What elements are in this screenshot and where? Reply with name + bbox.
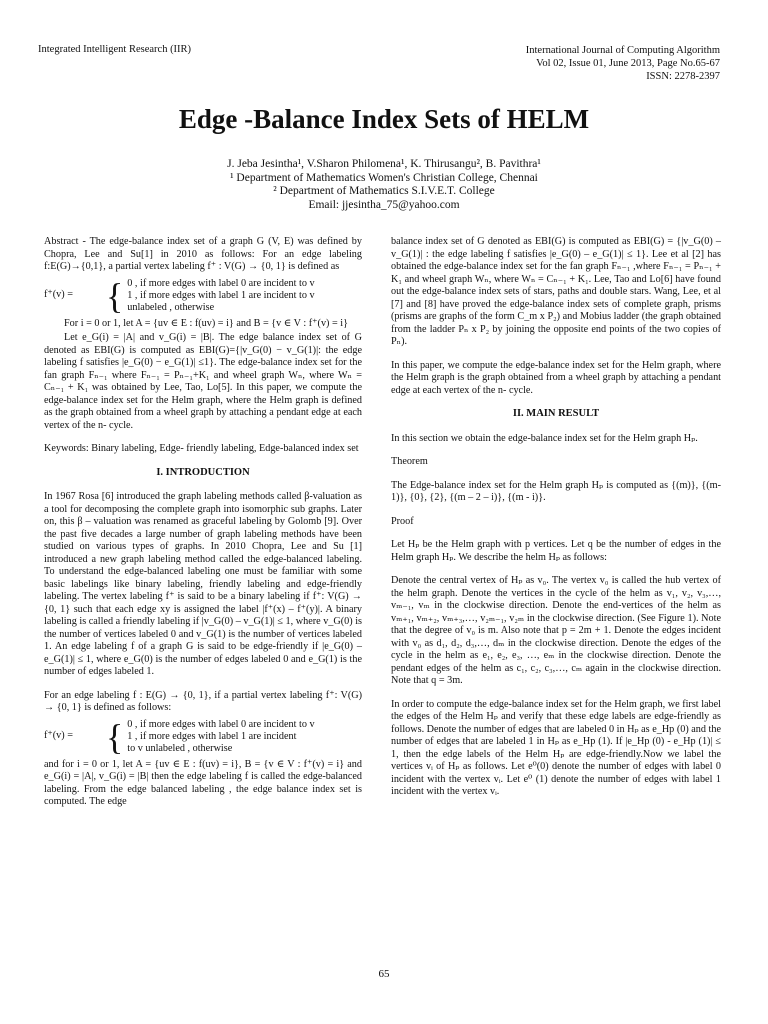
section-heading-introduction: I. INTRODUCTION <box>156 466 250 478</box>
paper-title: Edge -Balance Index Sets of HELM <box>178 104 590 134</box>
journal-info <box>526 44 720 83</box>
proof-p2: Denote the central vertex of Hₚ as v₀. The vertex v₀ is called the hub vertex of the helm graph. Denote the vertices in the cycle of the helm as v₁, v₂, v₃,…, vₘ₋₁, vₘ in the clockwise direction. Denote the end-vertices of the helm as vₘ₊₁, vₘ₊₂, vₘ₊₃,…, v₂ₘ₋₁, v₂ₘ in the clockwise direction. (See Figure 1). Note that the degree of v₀ is m. Also note that p = 2m + 1. Denote the edges incident with v₀ as d₁, d₂, d₃,…, dₘ in the clockwise direction. Denote the edges of the cycle in the helm as e₁, e₂, e₃, …, eₘ in the clockwise direction. Denote the pendant edges of the helm as c₁, c₂, c₃,…, cₘ again in the clockwise direction. Note that q = 3m. <box>391 575 721 686</box>
right-p3: In this section we obtain the edge-balance index set for the Helm graph Hₚ. <box>391 432 698 444</box>
brace-symbol: { <box>106 275 124 316</box>
right-column <box>391 236 721 810</box>
author-email: Email: jjesintha_75@yahoo.com <box>308 198 460 211</box>
journal-name: International Journal of Computing Algorithm <box>525 45 720 56</box>
right-p2: In this paper, we compute the edge-balance index set for the Helm graph, where the Helm graph is the graph obtained from a wheel graph by attaching a pendant edge at each vertex of the n- cycle. <box>391 359 721 396</box>
piecewise-definition-1 <box>44 275 362 316</box>
piecewise-definition-2 <box>44 716 362 757</box>
piece2-case1: 0 , if more edges with label 0 are incident to v <box>127 718 315 730</box>
piece2-lhs: f⁺(v) = <box>44 730 73 742</box>
theorem-statement: The Edge-balance index set for the Helm graph Hₚ is computed as {(m)}, {(m-1)}, {0}, {2}, {(m – 2 – i)}, {(m - i)}. <box>391 479 721 503</box>
piece1-lhs: f⁺(v) = <box>44 289 73 301</box>
intro-p3: and for i = 0 or 1, let A = {uv ∈ E : f(uv) = i}, B = {v ∈ V : f⁺(v) = i} and e_G(i) = |A|, v_G(i) = |B| then the edge labeling f is called the edge-balanced labeling. From the edge balanced labeling , the edge balance index set is computed. The edge <box>44 758 362 807</box>
affiliation-1: ¹ Department of Mathematics Women's Christian College, Chennai <box>230 171 538 184</box>
abstract-p1: Abstract - The edge-balance index set of a graph G (V, E) was defined by Chopra, Lee and Su[1] in 2010 as follows: For an edge labeling f:E(G)→{0,1}, a partial vertex labeling f⁺ : V(G) → {0, 1} is defined as <box>44 236 362 272</box>
piece1-cases <box>127 278 314 314</box>
author-names: J. Jeba Jesintha¹, V.Sharon Philomena¹, K. Thirusangu², B. Pavithra¹ <box>227 158 541 170</box>
piece1-case1: 0 , if more edges with label 0 are incident to v <box>127 277 315 289</box>
intro-p2: For an edge labeling f : E(G) → {0, 1}, if a partial vertex labeling f⁺: V(G) → {0, 1} is defined as follows: <box>44 689 362 713</box>
proof-label: Proof <box>391 515 414 527</box>
piece2-case2: 1 , if more edges with label 1 are incident <box>127 730 297 742</box>
piece1-case2: 1 , if more edges with label 1 are incident to v <box>127 289 315 301</box>
affiliation-2: ² Department of Mathematics S.I.V.E.T. College <box>273 185 495 197</box>
keywords: Keywords: Binary labeling, Edge- friendly labeling, Edge-balanced index set <box>44 443 359 454</box>
section-heading-main-result: II. MAIN RESULT <box>512 408 600 419</box>
proof-p1: Let Hₚ be the Helm graph with p vertices. Let q be the number of edges in the Helm graph Hₚ. We describe the helm Hₚ as follows: <box>391 539 721 563</box>
proof-p3: In order to compute the edge-balance index set for the Helm graph, we first label the edges of the Helm Hₚ and verify that these edge labels are edge-friendly as follows. Denote the number of edges that are labeled 0 in Hₚ as e_Hp (0) and the number of edges that are labeled 1 in Hₚ as e_Hp (1). If |e_Hp (0) - e_Hp (1)| ≤ 1, then the edge labels of the Helm Hₚ are edge-friendly.Now we label the vertices vᵢ of Hₚ as follows. Let e⁰(0) denote the number of edges with label 0 incident with the vertex vᵢ. Let e⁰ (1) denote the number of edges with label 1 incident with the vertex vᵢ. <box>391 698 721 797</box>
left-column <box>44 236 362 820</box>
abstract-p2: For i = 0 or 1, let A = {uv ∈ E : f(uv) = i} and B = {v ∈ V : f⁺(v) = i} <box>64 317 348 329</box>
theorem-label: Theorem <box>391 456 428 467</box>
abstract-p3: Let e_G(i) = |A| and v_G(i) = |B|. The edge balance index set of G denoted as EBI(G) is computed as EBI(G)={|v_G(0) − v_G(1)|: the edge labeling f satisfies |e_G(0) − e_G(1)| ≤1}. The edge-balance index set for the fan graph Fₙ₋₁ where Fₙ₋₁ = Pₙ₋₁+K₁ and wheel graph Wₙ, where Wₙ = Cₙ₋₁ + K₁ was obtained by Lee, Tao, Lo[5]. In this paper, we compute the edge-balance index set for the Helm graph, where the Helm graph is defined as the graph obtained from a wheel graph by attaching a pendant edge at each vertex of the n- cycle. <box>44 332 362 431</box>
piece2-case3: to v unlabeled , otherwise <box>127 742 233 754</box>
author-block <box>0 158 768 212</box>
journal-volume: Vol 02, Issue 01, June 2013, Page No.65-67 <box>536 58 720 69</box>
piece1-case3: unlabeled , otherwise <box>127 301 215 313</box>
journal-publisher: Integrated Intelligent Research (IIR) <box>38 44 192 55</box>
intro-p1: In 1967 Rosa [6] introduced the graph labeling methods called β-valuation as a tool for decomposing the complete graph into isomorphic sub graphs. Later on, this β – valuation was renamed as graceful labeling by Golomb [9]. Over the past five decades a large number of graph labeling methods have been studied on various types of graphs. In 2010 Chopra, Lee and Su [1] introduced a new graph labeling method called the edge-balanced labeling. To understand the edge-balanced labeling one must be familiar with some basic labelings like binary labeling, friendly labeling and edge-friendly labeling. The vertex labeling f⁺ is said to be a binary labeling if f⁺: V(G) → {0, 1} such that each edge xy is assigned the label |f⁺(x) – f⁺(y)|. A binary labeling is called a friendly labeling if |v_G(0) – v_G(1)| ≤ 1, where v_G(0) is the number of vertices labeled 0 and v_G(1) is the number of vertices labeled 1. An edge labeling f of a graph G is said to be edge-friendly if |e_G(0) – e_G(1)| ≤ 1, where e_G(0) is the number of edges labeled 0 and e_G(1) is the number of edges labeled 1. <box>44 491 362 677</box>
piece2-cases <box>127 719 314 755</box>
page-number: 65 <box>378 968 390 980</box>
right-p1: balance index set of G denoted as EBI(G) is computed as EBI(G) = {|v_G(0) – v_G(1)| : the edge labeling f satisfies |e_G(0) – e_G(1)| ≤ 1}. Lee et al [2] has obtained the edge-balance index set for the fan graph Fₙ₋₁ ,where Fₙ₋₁ = Pₙ₋₁ + K₁ and wheel graph Wₙ, where Wₙ = Cₙ₋₁ + K₁. Lee, Tao and Lo[6] have found out the edge-balance index sets of stars, paths and double stars. Wang, Lee, et al [7] and [8] have proved the edge-balance index sets of complete graph, prisms (prisms are graphs of the form C_m x P₂) and Mobius ladder (the graph obtained from the ladder Pₙ x P₂ by joining the opposite end points of the two copies of Pₙ). <box>391 236 721 347</box>
brace-symbol: { <box>106 716 124 757</box>
journal-issn: ISSN: 2278-2397 <box>646 71 720 82</box>
